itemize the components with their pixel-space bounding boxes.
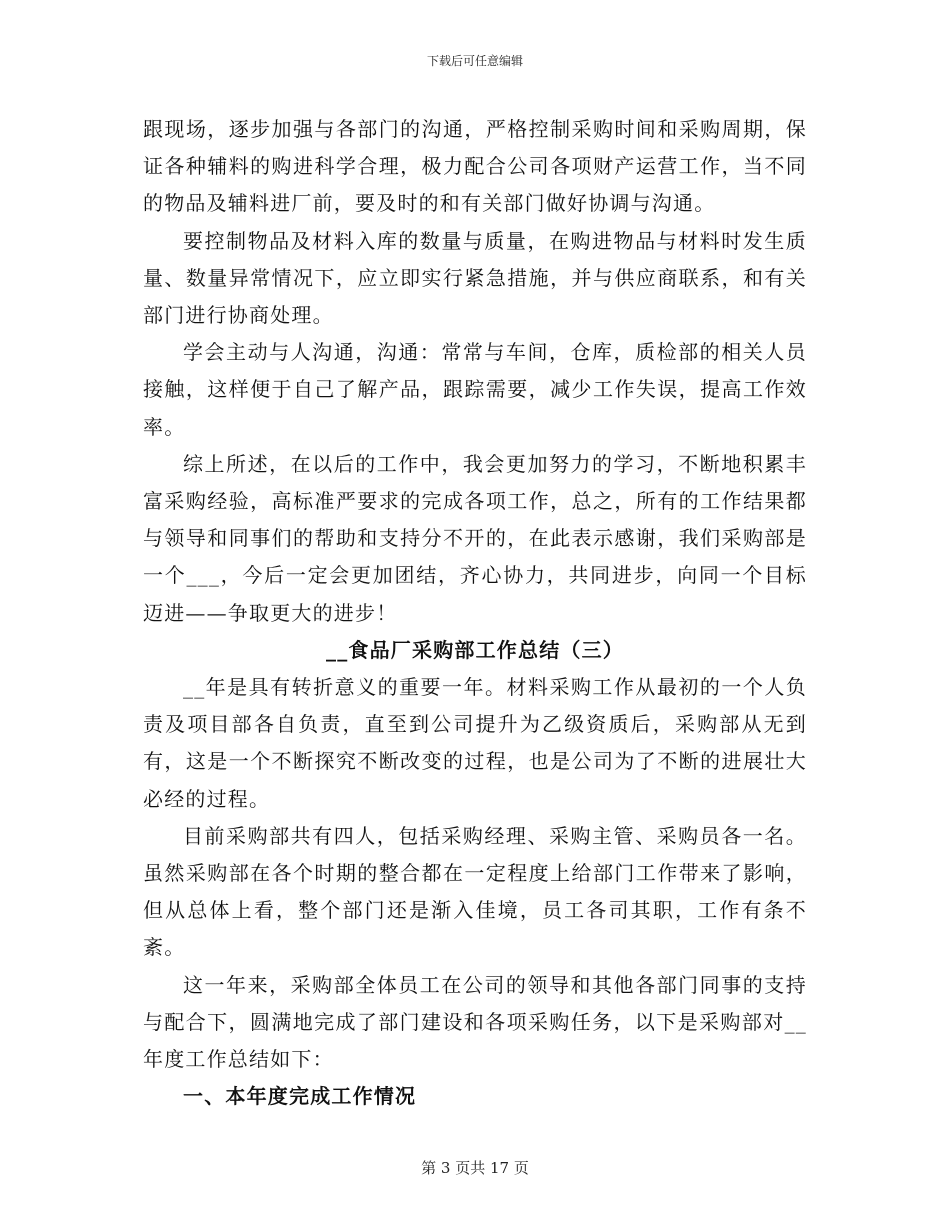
paragraph-5: __年是具有转折意义的重要一年。材料采购工作从最初的一个人负责及项目部各自负责，直至到公司提升为乙级资质后，采购部从无到有，这是一个不断探究不断改变的过程，也是公司为了不断的进展壮大必经的过程。: [143, 675, 807, 811]
header-note: 下载后可任意编辑: [426, 54, 523, 68]
paragraph-4: 综上所述，在以后的工作中，我会更加努力的学习，不断地积累丰富采购经验，高标准严要求的完成各项工作，总之，所有的工作结果都与领导和同事们的帮助和支持分不开的，在此表示感谢，我们采购部是一个___，今后一定会更加团结，齐心协力，共同进步，向同一个目标迈进——争取更大的进步！: [143, 451, 807, 625]
paragraph-3: 学会主动与人沟通，沟通：常常与车间，仓库，质检部的相关人员接触，这样便于自己了解产品，跟踪需要，减少工作失误，提高工作效率。: [143, 340, 807, 439]
paragraph-2: 要控制物品及材料入库的数量与质量，在购进物品与材料时发生质量、数量异常情况下，应立即实行紧急措施，并与供应商联系，和有关部门进行协商处理。: [143, 228, 807, 328]
document-body: [143, 111, 807, 1115]
page-number: 第 3 页共 17 页: [421, 1159, 529, 1177]
paragraph-6: 目前采购部共有四人，包括采购经理、采购主管、采购员各一名。虽然采购部在各个时期的整合都在一定程度上给部门工作带来了影响，但从总体上看，整个部门还是渐入佳境，员工各司其职，工作有条不紊。: [143, 823, 807, 960]
section-title: __食品厂采购部工作总结（三）: [326, 637, 624, 662]
paragraph-1: 跟现场，逐步加强与各部门的沟通，严格控制采购时间和采购周期，保证各种辅料的购进科学合理，极力配合公司各项财产运营工作，当不同的物品及辅料进厂前，要及时的和有关部门做好协调与沟通。: [143, 117, 807, 216]
subsection-heading: 一、本年度完成工作情况: [183, 1084, 417, 1109]
paragraph-7: 这一年来，采购部全体员工在公司的领导和其他各部门同事的支持与配合下，圆满地完成了部门建设和各项采购任务，以下是采购部对__年度工作总结如下：: [143, 972, 807, 1072]
